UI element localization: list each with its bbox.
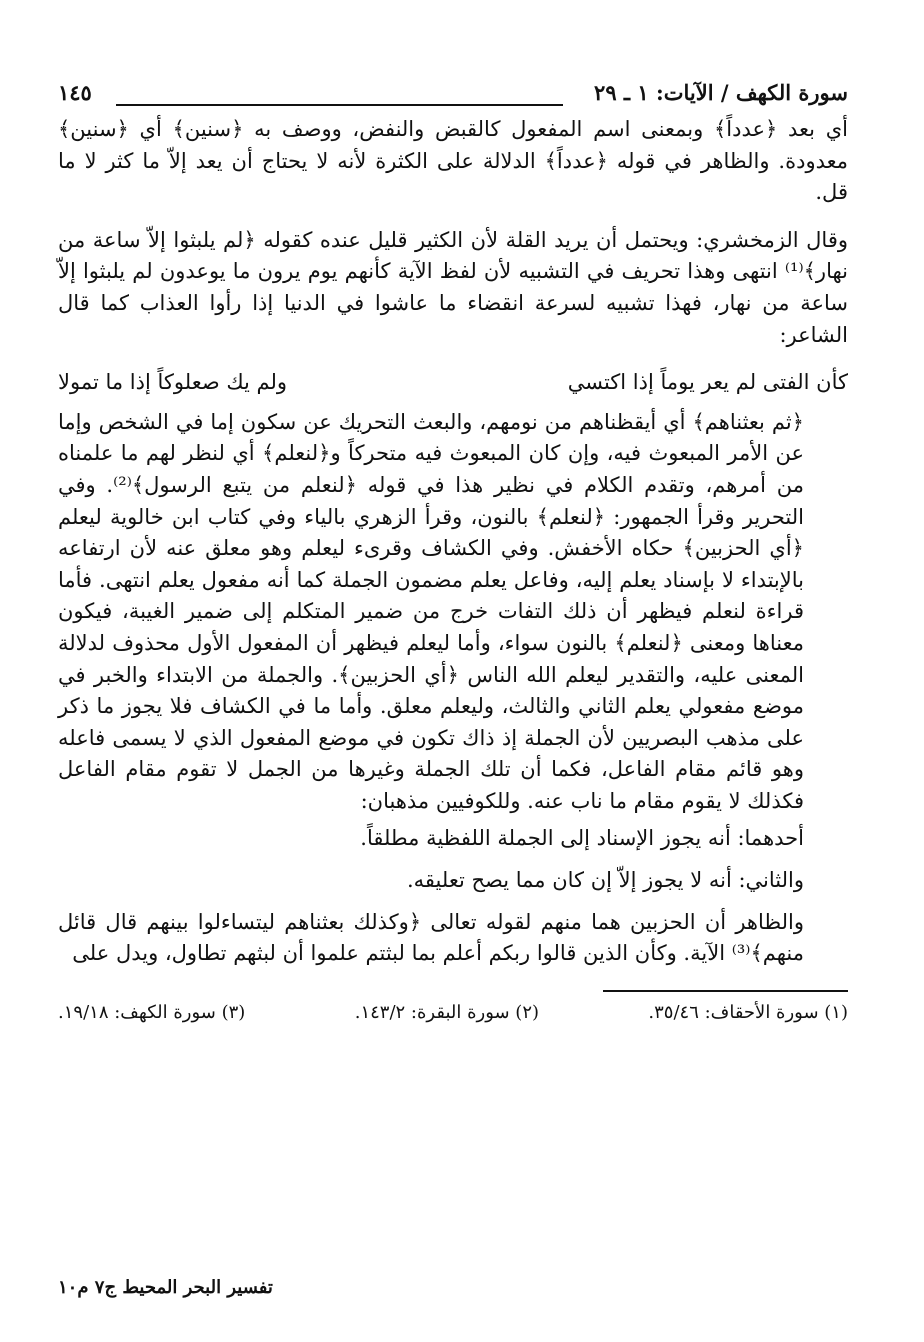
footnote: (١) سورة الأحقاف: ٣٥/٤٦. (648, 1001, 848, 1023)
footnotes (58, 1002, 848, 1023)
verse-first-hemistich: كأن الفتى لم يعر يوماً إذا اكتسي (567, 370, 848, 395)
page-number: ١٤٥ (58, 80, 92, 105)
paragraph: أي بعد ﴿عدداً﴾ وبمعنى اسم المفعول كالقبض والنفض، ووصف به ﴿سنين﴾ أي ﴿سنين﴾ معدودة. والظاهر في قوله ﴿عدداً﴾ الدلالة على الكثرة لأنه لا يحتاج أن يعد إلاّ ما كثر لا ما قل. (58, 117, 848, 205)
running-header (58, 80, 848, 114)
paragraph: ﴿ثم بعثناهم﴾ أي أيقظناهم من نومهم، والبعث التحريك عن سكون إما في الشخص وإما عن الأمر المبعوث فيه، وإن كان المبعوث فيه متحركاً و﴿لنعلم﴾ أي لنظر لهم ما علمناه من أمرهم، وتقدم الكلام في نظير هذا في قوله ﴿لنعلم من يتبع الرسول﴾⁽²⁾. وفي التحرير وقرأ الجمهور: ﴿لنعلم﴾ بالنون، وقرأ الزهري بالياء وفي كتاب ابن خالوية ليعلم ﴿أي الحزبين﴾ حكاه الأخفش. وفي الكشاف وقرىء ليعلم وهو معلق عنه لأن ارتفاعه بالإبتداء لا بإسناد يعلم إليه، وفاعل يعلم مضمون الجملة كما أنه مفعول يعلم انتهى. فأما قراءة لنعلم فيظهر أن ذلك التفات خرج من ضمير المتكلم إلى ضمير الغيبة، فيكون معناها ومعنى ﴿لنعلم﴾ بالنون سواء، وأما ليعلم فيظهر أن المفعول الأول محذوف لدلالة المعنى عليه، والتقدير ليعلم الله الناس ﴿أي الحزبين﴾. والجملة من الابتداء والخبر في موضع مفعولي يعلم الثاني والثالث، وليعلم معلق. وأما ما في الكشاف فلا يجوز ما ذكر على مذهب البصريين لأن الجملة إذ ذاك تكون في موضع المفعول الذي لا يسمى فاعله وهو قائم مقام الفاعل، فكما أن تلك الجملة وغيرها من الجمل لا تقوم مقام الفاعل فكذلك لا يقوم مقام ما ناب عنه. وللكوفيين مذهبان: (58, 409, 804, 813)
running-title: سورة الكهف / الآيات: ١ ـ ٢٩ (594, 80, 848, 105)
footnote-rule (603, 990, 848, 992)
paragraph: والظاهر أن الحزبين هما منهم لقوله تعالى ﴿وكذلك بعثناهم ليتساءلوا بينهم قال قائل منهم﴾⁽³⁾ الآية. وكأن الذين قالوا ربكم أعلم بما لبثتم علموا أن لبثهم تطاول، ويدل على (58, 909, 804, 966)
footnote: (٣) سورة الكهف: ١٩/١٨. (58, 1001, 246, 1023)
poetry-verse (58, 367, 848, 399)
verse-second-hemistich: ولم يك صعلوكاً إذا ما تمولا (58, 370, 288, 395)
paragraph: وقال الزمخشري: ويحتمل أن يريد القلة لأن الكثير قليل عنده كقوله ﴿لم يلبثوا إلاّ ساعة من نهار﴾⁽¹⁾ انتهى وهذا تحريف في التشبيه لأن لفظ الآية كأنهم يوم يرون ما يوعدون لم يلبثوا إلاّ ساعة من نهار، فهذا تشبيه لسرعة انقضاء ما عاشوا في الدنيا إذا رأوا العذاب كما قال الشاعر: (58, 227, 848, 347)
opinion-item: أحدهما: أنه يجوز الإسناد إلى الجملة اللفظية مطلقاً. (360, 826, 804, 851)
main-text (58, 114, 848, 970)
page (58, 80, 848, 1023)
book-signature: تفسير البحر المحيط ج٧ م١٠ (58, 1277, 273, 1298)
opinion-item: والثاني: أنه لا يجوز إلاّ إن كان مما يصح تعليقه. (406, 868, 804, 893)
footnote: (٢) سورة البقرة: ١٤٣/٢. (354, 1001, 540, 1023)
header-rule (116, 104, 563, 106)
